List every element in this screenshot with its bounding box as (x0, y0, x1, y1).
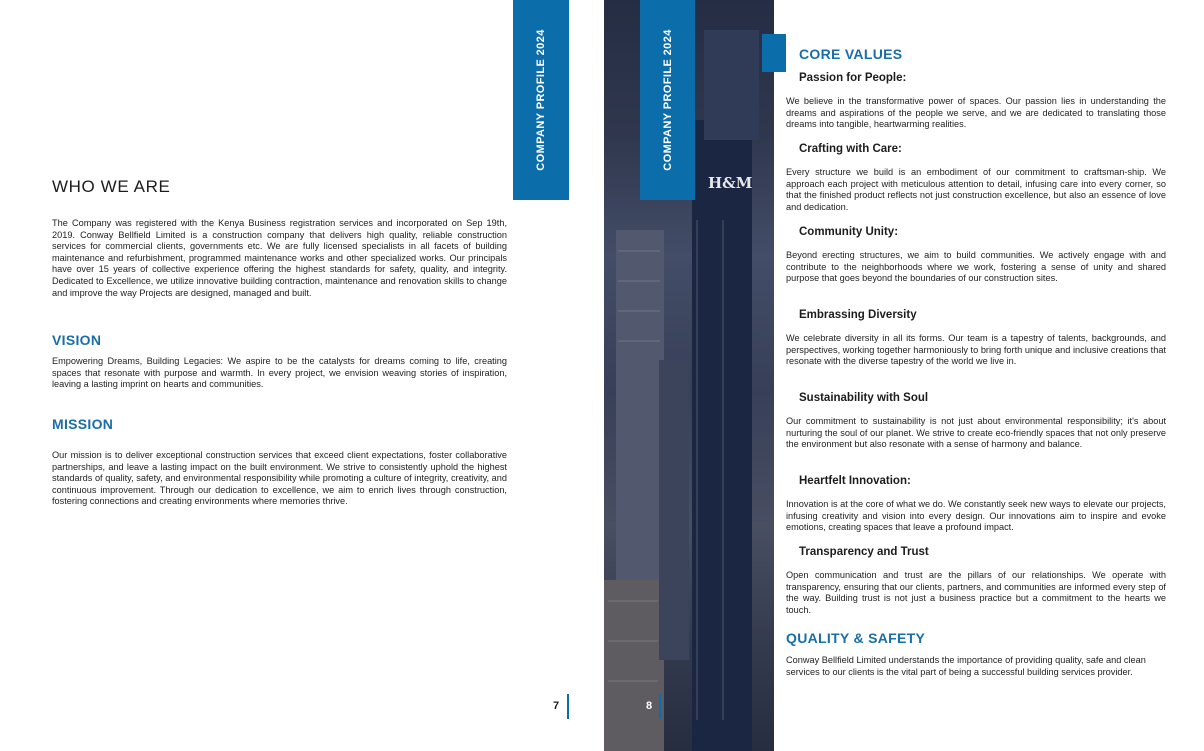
who-we-are-title: WHO WE ARE (52, 177, 171, 196)
value-text: We celebrate diversity in all its forms. Our team is a tapestry of talents, backgrounds, and perspectives, working together harmoniously to bring forth unique and inclusive creations that resonate with the diverse tapestry of the world we live in. (786, 333, 1166, 367)
value-title: Passion for People: (799, 72, 907, 84)
vision-heading: VISION (52, 332, 102, 348)
value-title: Transparency and Trust (799, 546, 929, 558)
mission-heading: MISSION (52, 416, 114, 432)
value-text: Innovation is at the core of what we do. We constantly seek new ways to elevate our projects, infusing creativity and vision into every design. Our innovations aim to inspire and evoke emotions, creating spaces that leave a profound impact. (786, 499, 1166, 533)
vision-paragraph: Empowering Dreams, Building Legacies: We aspire to be the catalysts for dreams coming to life, creating spaces that resonate with purpose and warmth. In every project, we envision weaving stories of inspiration, leaving a lasting imprint on hearts and communities. (52, 356, 507, 390)
page-number-bar-right (659, 694, 661, 719)
page-number-right: 8 (646, 700, 653, 712)
quality-safety-paragraph: Conway Bellfield Limited understands the importance of providing quality, safe and clean services to our clients is the vital part of being a successful building services provider. (786, 655, 1146, 677)
quality-safety-heading: QUALITY & SAFETY (786, 630, 926, 646)
right-banner-text: COMPANY PROFILE 2024 (661, 29, 674, 171)
core-values-accent (762, 34, 786, 72)
value-text: Every structure we build is an embodiment of our commitment to craftsman-ship. We approach each project with meticulous attention to detail, infusing care into every corner, so that the finished product reflects not just construction excellence, but also an essence of love and dedication. (786, 167, 1166, 212)
value-title: Crafting with Care: (799, 143, 902, 155)
value-text: Open communication and trust are the pillars of our relationships. We operate with transparency, ensuring that our clients, partners, and communities are informed every step of the way. Building trust is not just a business practice but a commitment to the hearts we touch. (786, 570, 1166, 615)
left-banner-text: COMPANY PROFILE 2024 (535, 29, 547, 171)
value-text: We believe in the transformative power of spaces. Our passion lies in understanding the dreams and aspirations of the people we serve, and we are dedicated to translating those dreams into tangible, heartwarming realities. (786, 96, 1166, 130)
value-title: Community Unity: (799, 226, 899, 238)
intro-paragraph: The Company was registered with the Kenya Business registration services and incorporated on Sep 19th, 2019. Conway Bellfield Limited is a construction company that delivers high quality, reliable construction services for commercial clients, governments etc. We are fully licensed specialists in all facets of building maintenance and refurbishment, programmed maintenance works and other specialized works. Our principals have over 15 years of collective experience offering the highest standards for safety, quality, and integrity. Dedicated to Excellence, we utilize innovative building contraction, maintenance and renovation skills to change and improve the way Projects are designed, managed and built. (52, 218, 507, 298)
photo-sign: H&M (708, 174, 753, 192)
core-values-heading: CORE VALUES (799, 46, 903, 62)
left-banner (513, 0, 569, 200)
value-title: Embrassing Diversity (799, 309, 917, 321)
right-banner (640, 0, 695, 200)
value-text: Our commitment to sustainability is not just about environmental responsibility; it's about nurturing the soul of our planet. We strive to create eco-friendly spaces that not only preserve the environment but also resonate with a sense of harmony and balance. (786, 416, 1166, 450)
right-page (604, 0, 1204, 751)
value-title: Sustainability with Soul (799, 392, 929, 404)
page-number-left: 7 (553, 700, 560, 712)
value-text: Beyond erecting structures, we aim to build communities. We actively engage with and contribute to the neighborhoods where we work, fostering a sense of unity and shared purpose that goes beyond the boundaries of our construction sites. (786, 250, 1166, 284)
value-title: Heartfelt Innovation: (799, 475, 911, 487)
mission-paragraph: Our mission is to deliver exceptional construction services that exceed client expectations, foster collaborative partnerships, and leave a lasting impact on the built environment. We strive to consistently uphold the highest standards of quality, safety, and environmental responsibility while promoting a culture of integrity, creativity, and continuous improvement. Through our dedication to excellence, we aim to enrich lives through construction, fostering connections and creating environments where memories thrive. (52, 450, 507, 507)
page-number-bar-left (567, 694, 569, 719)
